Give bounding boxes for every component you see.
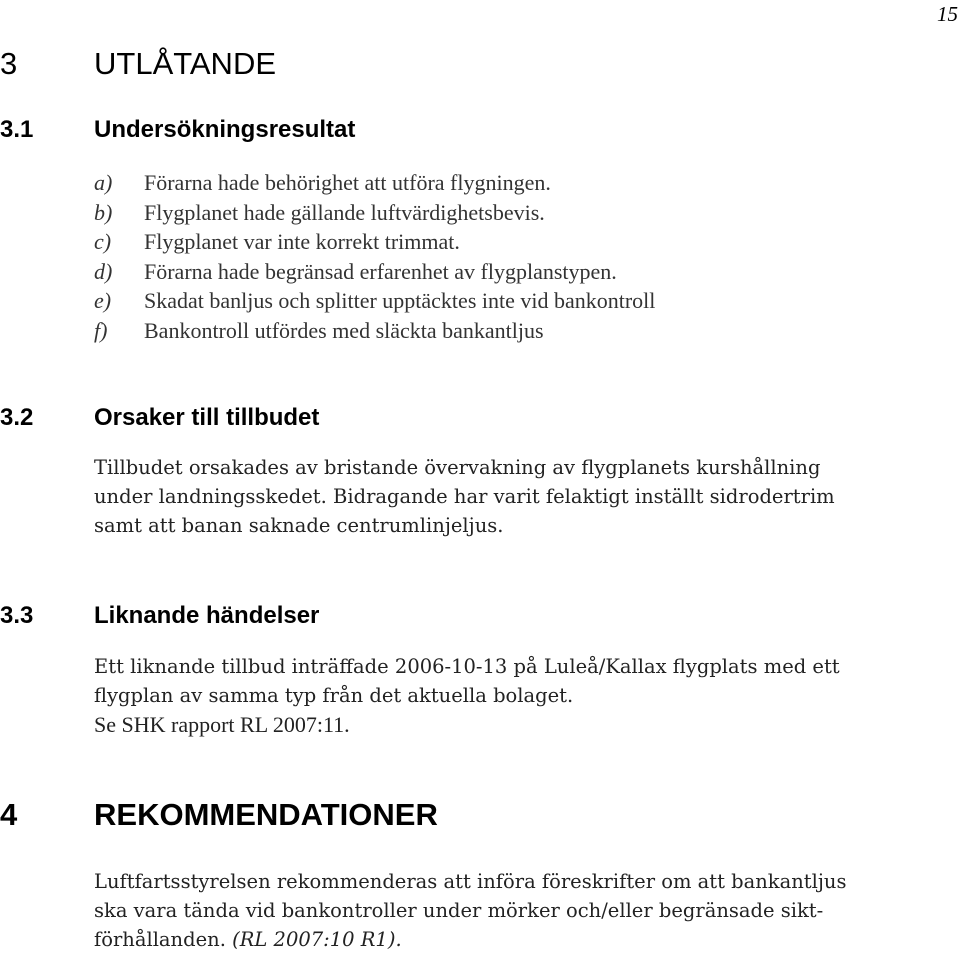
report-reference: Se SHK rapport RL 2007:11. [94, 712, 350, 737]
paragraph-line: samt att banan saknade centrumlinjeljus. [94, 514, 504, 537]
similar-events-paragraph [94, 652, 960, 739]
paragraph-line: flygplan av samma typ från det aktuella bolaget. [94, 684, 574, 707]
paragraph-line: under landningsskedet. Bidragande har varit felaktigt inställt sidrodertrim [94, 485, 835, 508]
list-marker: f) [94, 317, 108, 343]
list-item-text: Förarna hade begränsad erfarenhet av flygplanstypen. [144, 258, 617, 284]
section-number: 3.2 [0, 404, 34, 431]
page-number: 15 [937, 2, 958, 26]
list-marker: c) [94, 229, 112, 254]
section-title: REKOMMENDATIONER [94, 797, 438, 832]
paragraph-line: Tillbudet orsakades av bristande övervakning av flygplanets kurshållning [94, 456, 821, 479]
paragraph-line: ska vara tända vid bankontroller under mörker och/eller begränsade sikt- [94, 899, 824, 922]
causes-paragraph [94, 453, 960, 540]
section-number: 3.1 [0, 116, 34, 143]
paragraph-line [94, 925, 960, 954]
list-marker: b) [94, 199, 113, 225]
list-item-text: Flygplanet hade gällande luftvärdighetsbevis. [144, 199, 545, 225]
recommendation-reference: (RL 2007:10 R1). [232, 928, 402, 951]
section-title: UTLÅTANDE [94, 46, 277, 81]
list-item-text: Förarna hade behörighet att utföra flygningen. [144, 170, 551, 195]
section-title: Undersökningsresultat [94, 116, 356, 143]
section-number: 3.3 [0, 602, 34, 629]
list-item-text: Flygplanet var inte korrekt trimmat. [144, 229, 460, 254]
section-title: Orsaker till tillbudet [94, 404, 320, 431]
list-marker: d) [94, 258, 113, 284]
section-number: 3 [0, 46, 18, 81]
list-item-text: Bankontroll utfördes med släckta bankantljus [144, 317, 544, 343]
list-marker: e) [94, 288, 112, 313]
list-marker: a) [94, 170, 113, 195]
section-number: 4 [0, 797, 18, 832]
paragraph-text: förhållanden. [94, 928, 226, 951]
section-title: Liknande händelser [94, 602, 320, 629]
paragraph-line: Luftfartsstyrelsen rekommenderas att införa föreskrifter om att bankantljus [94, 870, 847, 893]
list-item-text: Skadat banljus och splitter upptäcktes inte vid bankontroll [144, 288, 656, 313]
recommendations-paragraph [94, 867, 960, 954]
paragraph-line: Ett liknande tillbud inträffade 2006-10-13 på Luleå/Kallax flygplats med ett [94, 655, 840, 678]
